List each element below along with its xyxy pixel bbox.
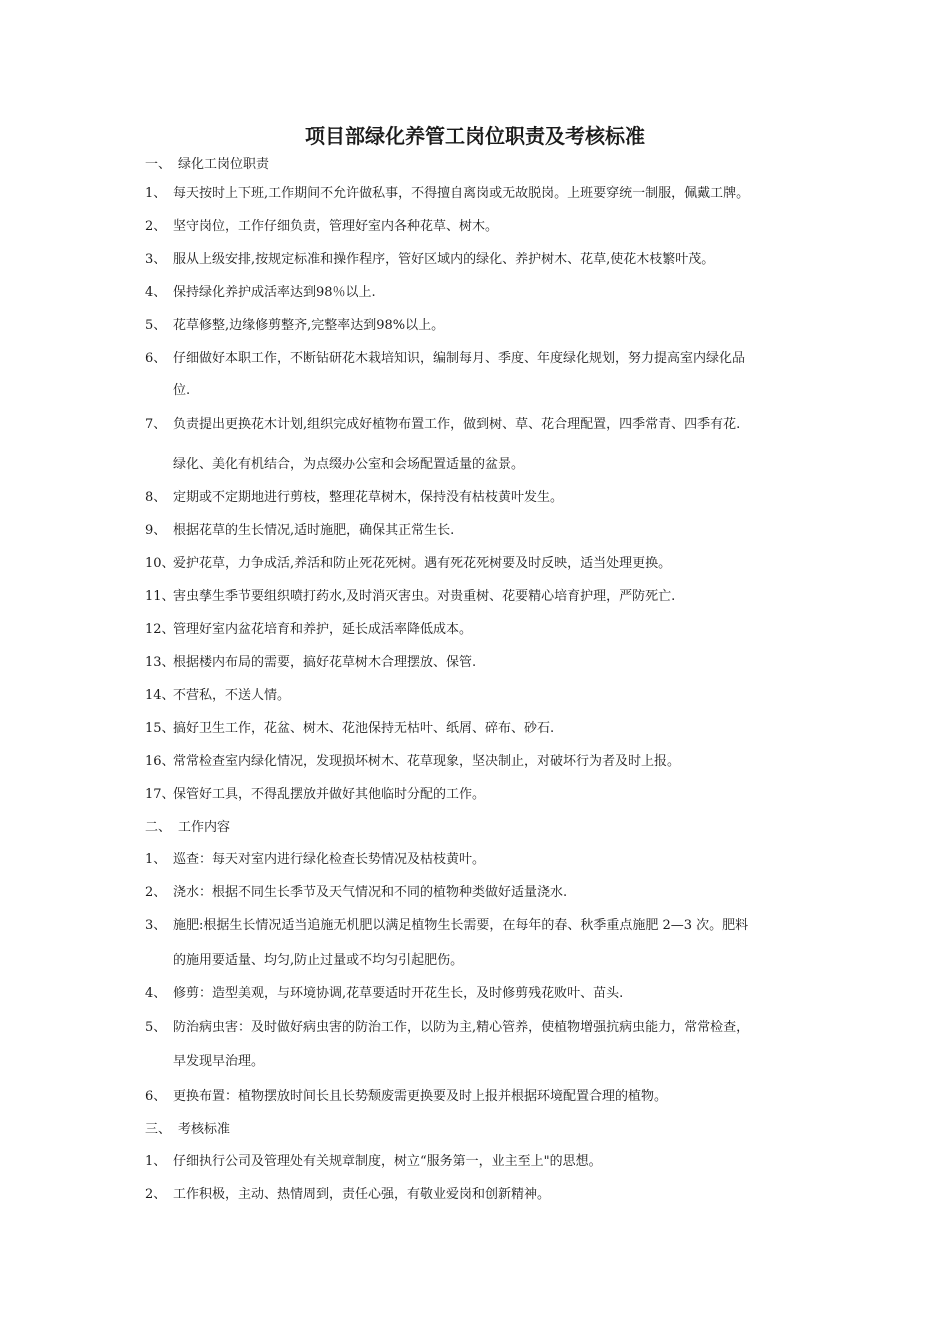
list-item-continuation: [173, 952, 463, 970]
list-item-number: 16、: [145, 754, 175, 769]
list-item: [145, 218, 498, 236]
list-item: [145, 350, 745, 368]
section-number: 一、: [145, 157, 172, 172]
list-item-number: 14、: [145, 688, 175, 703]
list-item: [145, 251, 714, 269]
list-item-text: 定期或不定期地进行剪枝，整理花草树木，保持没有枯枝黄叶发生。: [173, 490, 564, 505]
list-item-text: 修剪：造型美观，与环境协调,花草要适时开花生长，及时修剪残花败叶、苗头.: [173, 986, 624, 1001]
list-item-text: 管理好室内盆花培育和养护，延长成活率降低成本。: [173, 622, 473, 637]
list-item-number: 15、: [145, 721, 175, 736]
list-item-text: 保管好工具，不得乱摆放并做好其他临时分配的工作。: [173, 787, 486, 802]
list-item-text: 负责提出更换花木计划,组织完成好植物布置工作，做到树、草、花合理配置，四季常青、四季有花.: [173, 417, 741, 432]
list-item: [145, 851, 485, 869]
list-item: [145, 489, 563, 507]
list-item: [145, 621, 472, 639]
list-item-text: 根据花草的生长情况,适时施肥，确保其正常生长.: [173, 523, 455, 538]
list-item-text: 根据楼内布局的需要，搞好花草树木合理摆放、保管.: [173, 655, 477, 670]
page-title: 项目部绿化养管工岗位职责及考核标准: [305, 124, 645, 148]
list-item-text: 浇水：根据不同生长季节及天气情况和不同的植物种类做好适量浇水.: [173, 885, 568, 900]
list-item-number: 5、: [145, 318, 167, 333]
section-number: 二、: [145, 820, 172, 835]
list-item: [145, 917, 748, 935]
list-item-number: 11、: [145, 589, 175, 604]
list-item-number: 17、: [145, 787, 175, 802]
list-item-text: 防治病虫害：及时做好病虫害的防治工作，以防为主,精心管养，使植物增强抗病虫能力，常常检查，: [173, 1020, 750, 1035]
list-item-text: 仔细做好本职工作，不断钻研花木栽培知识，编制每月、季度、年度绿化规划，努力提高室内绿化品: [173, 351, 746, 366]
list-item: [145, 786, 485, 804]
list-item: [145, 317, 444, 335]
list-item-text: 保持绿化养护成活率达到98％以上.: [173, 285, 376, 300]
list-item: [145, 555, 671, 573]
list-item-number: 10、: [145, 556, 175, 571]
list-item-number: 5、: [145, 1020, 167, 1035]
list-item: [145, 884, 567, 902]
list-item: [145, 1153, 602, 1171]
section-heading: [145, 156, 269, 174]
list-item-text: 害虫孳生季节要组织喷打药水,及时消灭害虫。对贵重树、花要精心培育护理，严防死亡.: [173, 589, 676, 604]
list-item-text: 搞好卫生工作，花盆、树木、花池保持无枯叶、纸屑、碎布、砂石.: [173, 721, 555, 736]
list-item: [145, 985, 623, 1003]
list-item-number: 2、: [145, 219, 167, 234]
list-item-number: 2、: [145, 1187, 167, 1202]
list-item-number: 6、: [145, 351, 167, 366]
list-item-continuation: [173, 1053, 264, 1071]
list-item-number: 4、: [145, 986, 167, 1001]
list-item: [145, 1019, 749, 1037]
list-item-number: 4、: [145, 285, 167, 300]
list-item: [145, 654, 476, 672]
list-item: [145, 1186, 550, 1204]
list-item-continuation: [173, 382, 190, 400]
list-item-text: 工作积极，主动、热情周到，责任心强，有敬业爱岗和创新精神。: [173, 1187, 551, 1202]
list-item: [145, 185, 749, 203]
list-item-number: 1、: [145, 852, 167, 867]
list-item: [145, 588, 675, 606]
list-item-text: 坚守岗位，工作仔细负责，管理好室内各种花草、树木。: [173, 219, 499, 234]
list-item-number: 3、: [145, 252, 167, 267]
list-item-text: 爱护花草，力争成活,养活和防止死花死树。遇有死花死树要及时反映，适当处理更换。: [173, 556, 672, 571]
list-item: [145, 687, 290, 705]
list-item-text: 更换布置：植物摆放时间长且长势颓废需更换要及时上报并根据环境配置合理的植物。: [173, 1089, 668, 1104]
list-item-text: 不营私，不送人情。: [173, 688, 291, 703]
list-item-number: 6、: [145, 1089, 167, 1104]
list-item-text: 巡查：每天对室内进行绿化检查长势情况及枯枝黄叶。: [173, 852, 486, 867]
list-item-text: 花草修整,边缘修剪整齐,完整率达到98%以上。: [173, 318, 445, 333]
list-item-text: 每天按时上下班,工作期间不允许做私事，不得擅自离岗或无故脱岗。上班要穿统一制服，佩戴工牌。: [173, 186, 750, 201]
list-item: [145, 522, 454, 540]
section-number: 三、: [145, 1122, 172, 1137]
list-item: [145, 284, 376, 302]
section-heading: [145, 819, 230, 837]
list-item-continuation: [173, 456, 524, 474]
list-item-number: 3、: [145, 918, 167, 933]
section-heading: [145, 1121, 230, 1139]
list-item-text: 的施用要适量、均匀,防止过量或不均匀引起肥伤。: [173, 953, 464, 968]
list-item-text: 位.: [173, 383, 191, 398]
list-item-text: 仔细执行公司及管理处有关规章制度，树立“服务第一，业主至上"的思想。: [173, 1154, 602, 1169]
list-item-number: 13、: [145, 655, 175, 670]
section-heading-text: 绿化工岗位职责: [178, 157, 270, 172]
list-item: [145, 1088, 667, 1106]
list-item-number: 12、: [145, 622, 175, 637]
list-item: [145, 753, 680, 771]
list-item: [145, 416, 740, 434]
list-item-text: 服从上级安排,按规定标准和操作程序，管好区域内的绿化、养护树木、花草,使花木枝繁叶茂。: [173, 252, 715, 267]
list-item-number: 1、: [145, 186, 167, 201]
list-item-number: 2、: [145, 885, 167, 900]
list-item: [145, 720, 554, 738]
list-item-text: 施肥:根据生长情况适当追施无机肥以满足植物生长需要，在每年的春、秋季重点施肥 2—3 次。肥料: [173, 918, 749, 933]
list-item-number: 8、: [145, 490, 167, 505]
list-item-number: 9、: [145, 523, 167, 538]
section-heading-text: 工作内容: [178, 820, 231, 835]
list-item-number: 7、: [145, 417, 167, 432]
list-item-text: 常常检查室内绿化情况，发现损坏树木、花草现象，坚决制止，对破坏行为者及时上报。: [173, 754, 681, 769]
section-heading-text: 考核标准: [178, 1122, 231, 1137]
list-item-number: 1、: [145, 1154, 167, 1169]
list-item-text: 早发现早治理。: [173, 1054, 265, 1069]
list-item-text: 绿化、美化有机结合，为点缀办公室和会场配置适量的盆景。: [173, 457, 525, 472]
